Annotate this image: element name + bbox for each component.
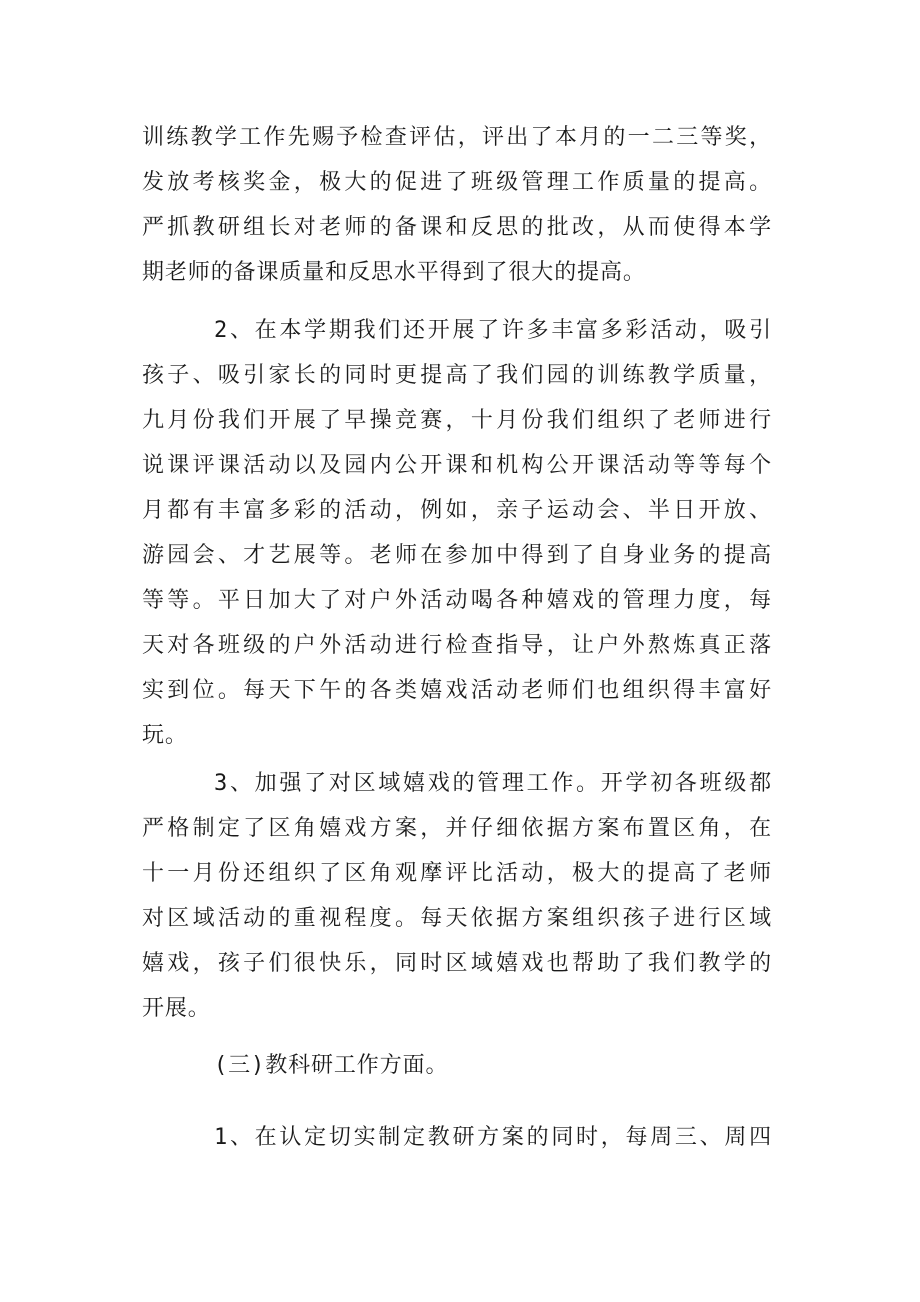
- text-line: 月都有丰富多彩的活动，例如，亲子运动会、半日开放、: [142, 498, 772, 523]
- text-line: (三)教科研工作方面。: [214, 1053, 449, 1078]
- text-line: 游园会、才艺展等。老师在参加中得到了自身业务的提高: [142, 543, 772, 568]
- text-line: 对区域活动的重视程度。每天依据方案组织孩子进行区域: [142, 906, 772, 931]
- text-line: 孩子、吸引家长的同时更提高了我们园的训练教学质量，: [142, 363, 772, 388]
- text-line: 3、加强了对区域嬉戏的管理工作。开学初各班级都: [214, 771, 772, 796]
- text-line: 期老师的备课质量和反思水平得到了很大的提高。: [142, 260, 646, 285]
- text-line: 天对各班级的户外活动进行检查指导，让户外熬炼真正落: [142, 633, 772, 658]
- text-line: 等等。平日加大了对户外活动喝各种嬉戏的管理力度，每: [142, 588, 772, 613]
- text-line: 嬉戏，孩子们很快乐，同时区域嬉戏也帮助了我们教学的: [142, 951, 772, 976]
- text-line: 说课评课活动以及园内公开课和机构公开课活动等等每个: [142, 453, 772, 478]
- text-line: 十一月份还组织了区角观摩评比活动，极大的提高了老师: [142, 861, 772, 886]
- text-line: 严抓教研组长对老师的备课和反思的批改，从而使得本学: [142, 215, 772, 240]
- text-line: 玩。: [142, 723, 188, 748]
- text-line: 训练教学工作先赐予检查评估，评出了本月的一二三等奖，: [142, 125, 772, 150]
- text-line: 开展。: [142, 996, 211, 1021]
- text-line: 严格制定了区角嬉戏方案，并仔细依据方案布置区角，在: [142, 816, 772, 841]
- text-line: 2、在本学期我们还开展了许多丰富多彩活动，吸引: [214, 318, 772, 343]
- text-line: 九月份我们开展了早操竞赛，十月份我们组织了老师进行: [142, 408, 772, 433]
- text-line: 发放考核奖金，极大的促进了班级管理工作质量的提高。: [142, 170, 772, 195]
- text-line: 1、在认定切实制定教研方案的同时，每周三、周四: [214, 1125, 772, 1150]
- text-line: 实到位。每天下午的各类嬉戏活动老师们也组织得丰富好: [142, 678, 772, 703]
